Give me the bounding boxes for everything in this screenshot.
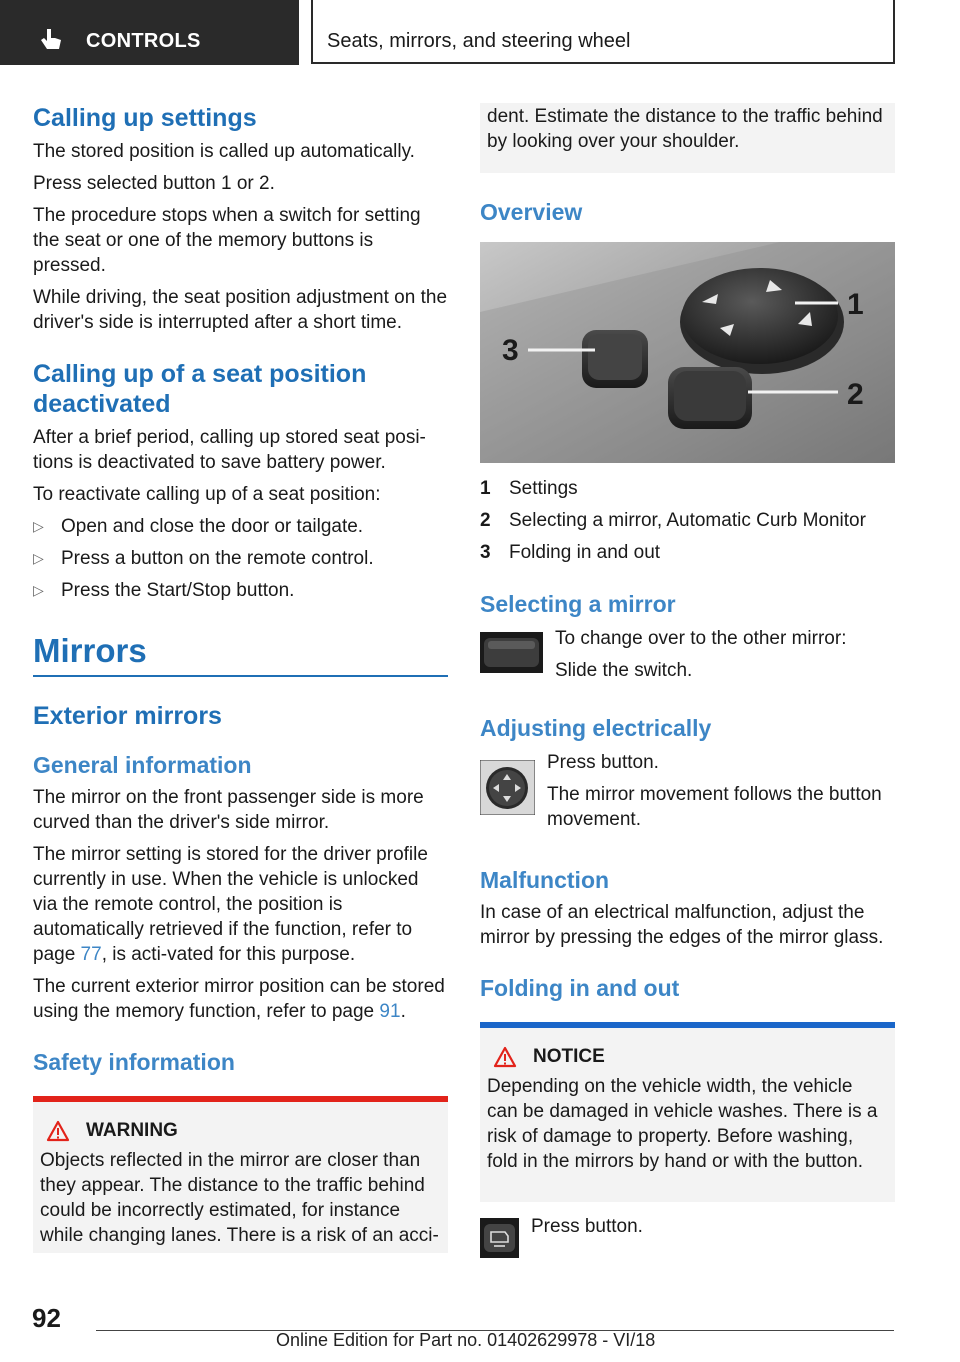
- paragraph: The procedure stops when a switch for setting the seat or one of the memory buttons is pressed.: [33, 205, 421, 276]
- heading-overview: Overview: [480, 199, 583, 225]
- paragraph: The mirror movement follows the button movement.: [547, 784, 882, 830]
- heading-folding-in-out: Folding in and out: [480, 975, 680, 1001]
- heading-mirrors: Mirrors: [33, 632, 147, 669]
- paragraph: In case of an electrical malfunction, adjust the mirror by pressing the edges of the mirror glass.: [480, 902, 884, 948]
- notice-text: Depending on the vehicle width, the vehicle can be damaged in vehicle washes. There is a risk of damage to property. Before washing, fold in the mirrors by hand or with the button.: [487, 1076, 878, 1172]
- mirror-controls-photo: [480, 242, 895, 463]
- paragraph: The mirror setting is stored for the driver profile currently in use. When the vehicle is unlocked via the remote control, the position is automatically retrieved if the function, refer to page 77, is acti-vated for this purpose.: [33, 844, 428, 965]
- hand-pointer-icon: [38, 27, 64, 53]
- page-link[interactable]: 91: [379, 1001, 401, 1022]
- mirror-adjust-button-icon: [480, 760, 535, 815]
- paragraph: Slide the switch.: [555, 660, 693, 681]
- notice-title: NOTICE: [533, 1046, 605, 1067]
- legend-list: [480, 476, 895, 565]
- notice-box: [480, 1022, 895, 1202]
- left-column: [33, 103, 448, 1253]
- warning-text: Objects reflected in the mirror are closer than they appear. The distance to the traffic behind could be incorrectly estimated, for instance while changing lanes. There is a risk of an acci-: [40, 1150, 439, 1246]
- paragraph: The mirror on the front passenger side is more curved than the driver's side mirror.: [33, 787, 424, 833]
- page-number: 92: [32, 1303, 61, 1333]
- list-item: ▷ Press the Start/Stop button.: [33, 580, 295, 601]
- paragraph: The current exterior mirror position can be stored using the memory function, refer to page 91.: [33, 976, 445, 1022]
- callout-2: 2: [847, 378, 864, 411]
- list-item: ▷ Press a button on the remote control.: [33, 548, 374, 569]
- callout-3: 3: [502, 334, 519, 367]
- warning-text: dent. Estimate the distance to the traffic behind by looking over your shoulder.: [487, 106, 883, 152]
- heading-seat-position-deactivated: Calling up of a seat position deactivated: [33, 360, 367, 418]
- warning-triangle-icon: [46, 1120, 70, 1142]
- warning-box: [33, 1096, 448, 1253]
- paragraph: After a brief period, calling up stored seat posi-tions is deactivated to save battery power.: [33, 427, 426, 473]
- heading-calling-up-settings: Calling up settings: [33, 104, 257, 132]
- legend-item: 1 Settings: [480, 478, 578, 499]
- warning-title: WARNING: [86, 1120, 178, 1141]
- heading-adjusting-electrically: Adjusting electrically: [480, 715, 712, 741]
- section-tab[interactable]: [0, 0, 299, 65]
- warning-box-continued: [480, 103, 895, 173]
- notice-triangle-icon: [493, 1046, 517, 1068]
- paragraph: To reactivate calling up of a seat position:: [33, 484, 381, 505]
- paragraph: The stored position is called up automatically.: [33, 141, 415, 162]
- chapter-title-box: [311, 0, 895, 64]
- paragraph: While driving, the seat position adjustment on the driver's side is interrupted after a short time.: [33, 287, 448, 333]
- right-column: [480, 103, 895, 1262]
- chapter-title: Seats, mirrors, and steering wheel: [327, 30, 631, 52]
- heading-malfunction: Malfunction: [480, 867, 610, 893]
- page-link[interactable]: 77: [80, 944, 102, 965]
- heading-exterior-mirrors: Exterior mirrors: [33, 702, 222, 730]
- adjusting-block: [480, 754, 895, 842]
- legend-item: 2 Selecting a mirror, Automatic Curb Monitor: [480, 510, 866, 531]
- folding-block: [480, 1218, 895, 1262]
- heading-selecting-mirror: Selecting a mirror: [480, 591, 676, 617]
- heading-general-information: General information: [33, 752, 252, 778]
- triangle-bullet-icon: ▷: [33, 550, 44, 566]
- paragraph: Press button.: [531, 1216, 643, 1237]
- footer-edition-text: Online Edition for Part no. 01402629978 - VI/18: [276, 1330, 656, 1350]
- heading-safety-information: Safety information: [33, 1049, 235, 1075]
- triangle-bullet-icon: ▷: [33, 582, 44, 598]
- heading-rule: [33, 675, 448, 677]
- legend-item: 3 Folding in and out: [480, 542, 661, 563]
- paragraph: To change over to the other mirror:: [555, 628, 847, 649]
- callout-1: 1: [847, 288, 864, 321]
- paragraph: Press button.: [547, 752, 659, 773]
- section-label: CONTROLS: [86, 30, 201, 52]
- paragraph: Press selected button 1 or 2.: [33, 173, 275, 194]
- fold-mirror-button-icon: [480, 1218, 519, 1258]
- triangle-bullet-icon: ▷: [33, 518, 44, 534]
- mirror-switch-icon: [480, 632, 543, 673]
- selecting-block: [480, 628, 895, 690]
- list-item: ▷ Open and close the door or tailgate.: [33, 516, 364, 537]
